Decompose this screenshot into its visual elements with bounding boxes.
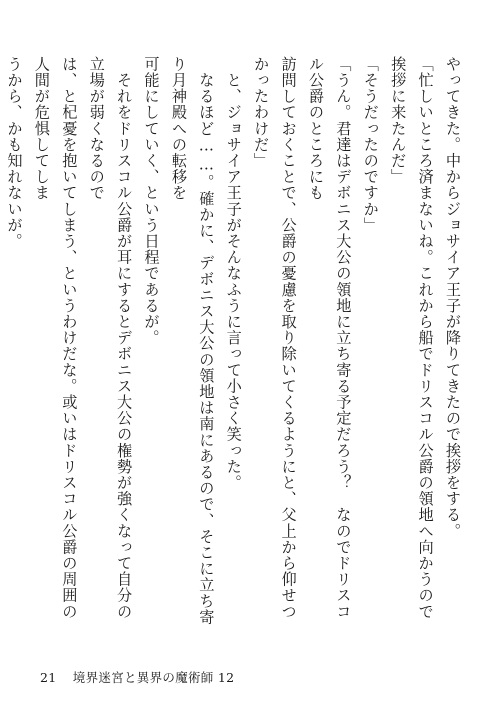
- text-line: と、ジョサイア王子がそんなふうに言って小さく笑った。: [224, 56, 243, 491]
- text-line: うから、かも知れないが。: [5, 56, 24, 250]
- text-line: 「忙しいところ済まないね。これから船でドリスコル公爵の領地へ向かうので挨拶に来たんだ」: [389, 56, 435, 620]
- text-line: 可能にしていく、という日程であるが。: [142, 56, 161, 346]
- text-line: は、と杞憂を抱いてしまう、というわけだな。或いはドリスコル公爵の周囲の人間が危惧してしま: [32, 56, 79, 620]
- text-line: やってきた。中からジョサイア王子が降りてきたので挨拶をする。: [444, 56, 462, 539]
- book-title: 境界迷宮と異界の魔術師 12: [72, 670, 235, 685]
- text-line: なるほど……。確かに、デボニス大公の領地は南にあるので、そこに立ち寄り月神殿への転移を: [169, 56, 216, 626]
- text-line: 訪問しておくことで、公爵の憂慮を取り除いてくるようにと、父上から仰せつかったわけだ」: [252, 56, 298, 620]
- text-line: 「そうだったのですか」: [361, 56, 380, 234]
- vertical-text-body: [5, 56, 466, 634]
- page-footer: [40, 668, 234, 686]
- text-line: それをドリスコル公爵が耳にするとデボニス大公の権勢が強くなって自分の立場が弱くなるので: [87, 56, 134, 620]
- text-line: 「うん。君達はデボニス大公の領地に立ち寄る予定だろう？ なのでドリスコル公爵のところにも: [306, 56, 353, 620]
- page-number: 21: [40, 670, 57, 685]
